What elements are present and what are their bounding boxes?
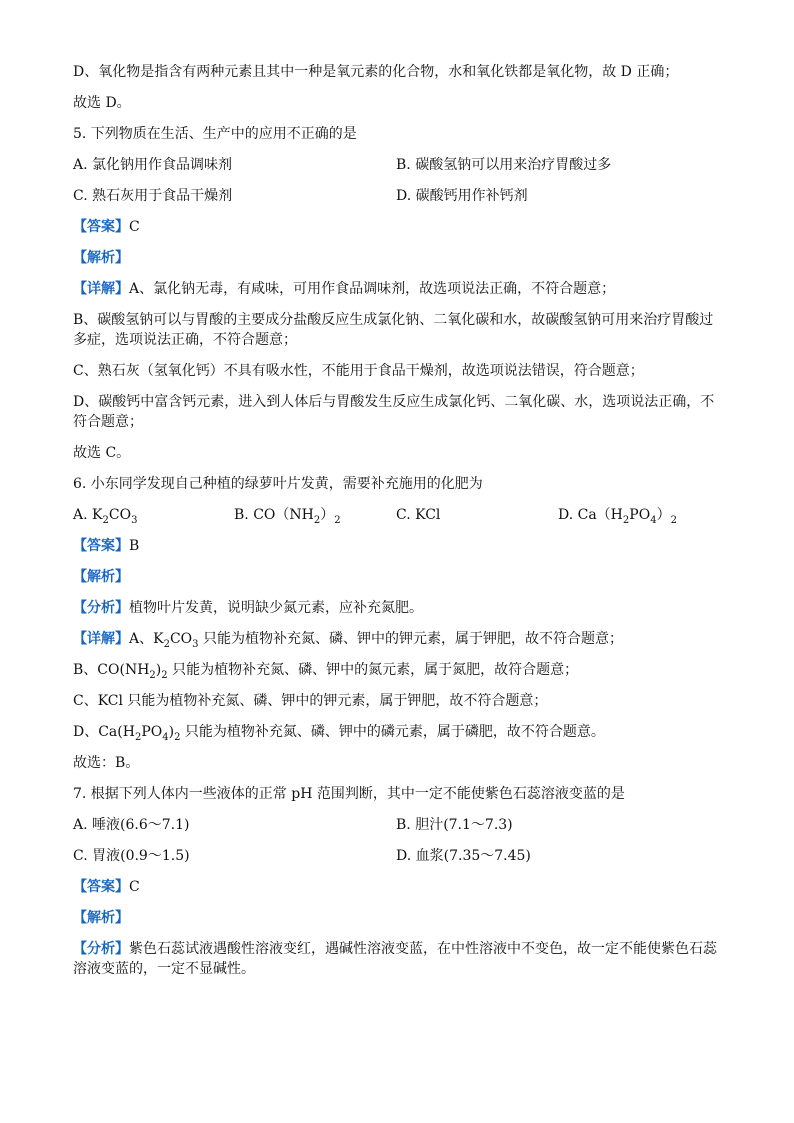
analysis-line (73, 598, 723, 629)
option-a: A. $K_2CO_3$ (73, 507, 138, 526)
analysis-heading (73, 248, 723, 279)
text-line: 故选 D。 (73, 95, 131, 111)
document-page (73, 62, 723, 990)
detail-tag: 【详解】 (73, 281, 129, 297)
answer-tag: 【答案】 (73, 879, 129, 895)
option-a: A. 唾液(6.6～7.1) (73, 817, 190, 833)
detail-line: D、$Ca(H_2PO_4)_2$ 只能为植物补充氮、磷、钾中的磷元素，属于磷肥，故不符合题意。 (73, 724, 605, 743)
detail-line: D、碳酸钙中富含钙元素，进入到人体后与胃酸发生反应生成氯化钙、二氧化碳、水，选项说法正确，不符合题意； (73, 394, 715, 430)
jiexi-tag: 【解析】 (73, 910, 129, 926)
detail-line (73, 279, 723, 310)
detail-line: 【详解】A、$K_2CO_3$ 只能为植物补充氮、磷、钾中的钾元素，属于钾肥，故不符合题意； (73, 631, 623, 650)
option-d: D. 碳酸钙用作补钙剂 (396, 188, 528, 204)
text-line: D、氧化物是指含有两种元素且其中一种是氧元素的化合物，水和氧化铁都是氧化物，故 D 正确； (73, 64, 679, 80)
analysis-heading (73, 567, 723, 598)
question-7-options-row-1 (73, 815, 723, 846)
option-c: C. KCl (396, 507, 441, 523)
analysis-text: 紫色石蕊试液遇酸性溶液变红，遇碱性溶液变蓝，在中性溶液中不变色，故一定不能使紫色石蕊溶液变蓝的，一定不显碱性。 (73, 941, 717, 977)
option-d: D. 血浆(7.35～7.45) (396, 848, 531, 864)
answer-line (73, 217, 723, 248)
question-5-stem: 5. 下列物质在生活、生产中的应用不正确的是 (73, 126, 357, 142)
answer-value: C (129, 879, 140, 895)
analysis-tag: 【分析】 (73, 600, 129, 616)
question-7-stem: 7. 根据下列人体内一些液体的正常 pH 范围判断，其中一定不能使紫色石蕊溶液变蓝的是 (73, 786, 625, 802)
question-5-options-row-2 (73, 186, 723, 217)
question-6-options (73, 505, 723, 536)
answer-tag: 【答案】 (73, 538, 129, 554)
question-5-options-row-1 (73, 155, 723, 186)
option-b: B. 碳酸氢钠可以用来治疗胃酸过多 (396, 157, 612, 173)
answer-line (73, 877, 723, 908)
option-a: A. 氯化钠用作食品调味剂 (73, 157, 233, 173)
detail-line: C、熟石灰（氢氧化钙）不具有吸水性，不能用于食品干燥剂，故选项说法错误，符合题意； (73, 363, 644, 379)
question-6-stem: 6. 小东同学发现自己种植的绿萝叶片发黄，需要补充施用的化肥为 (73, 476, 483, 492)
analysis-text: 植物叶片发黄，说明缺少氮元素，应补充氮肥。 (129, 600, 423, 616)
option-d: D. $Ca(H_2PO_4)_2$ (558, 507, 677, 526)
detail-tag: 【详解】 (73, 631, 129, 647)
option-c: C. 胃液(0.9～1.5) (73, 848, 190, 864)
answer-value: B (129, 538, 140, 554)
answer-tag: 【答案】 (73, 219, 129, 235)
jiexi-tag: 【解析】 (73, 569, 129, 585)
option-c: C. 熟石灰用于食品干燥剂 (73, 188, 233, 204)
detail-line: B、碳酸氢钠可以与胃酸的主要成分盐酸反应生成氯化钠、二氧化碳和水，故碳酸氢钠可用来治疗胃酸过多症，选项说法正确，不符合题意； (73, 312, 714, 348)
analysis-line (73, 939, 723, 979)
analysis-heading (73, 908, 723, 939)
choose-line: 故选：B。 (73, 755, 140, 771)
answer-line (73, 536, 723, 567)
analysis-tag: 【分析】 (73, 941, 129, 957)
detail-line: C、KCl 只能为植物补充氮、磷、钾中的钾元素，属于钾肥，故不符合题意； (73, 693, 548, 709)
option-b: B. $CO(NH_2)_2$ (234, 507, 341, 526)
detail-line: B、$CO(NH_2)_2$ 只能为植物补充氮、磷、钾中的氮元素，属于氮肥，故符合题意； (73, 662, 579, 681)
option-b: B. 胆汁(7.1～7.3) (396, 817, 513, 833)
answer-value: C (129, 219, 140, 235)
choose-line: 故选 C。 (73, 445, 131, 461)
jiexi-tag: 【解析】 (73, 250, 129, 266)
question-7-options-row-2 (73, 846, 723, 877)
detail-text: A、氯化钠无毒，有咸味，可用作食品调味剂，故选项说法正确，不符合题意； (129, 281, 616, 297)
